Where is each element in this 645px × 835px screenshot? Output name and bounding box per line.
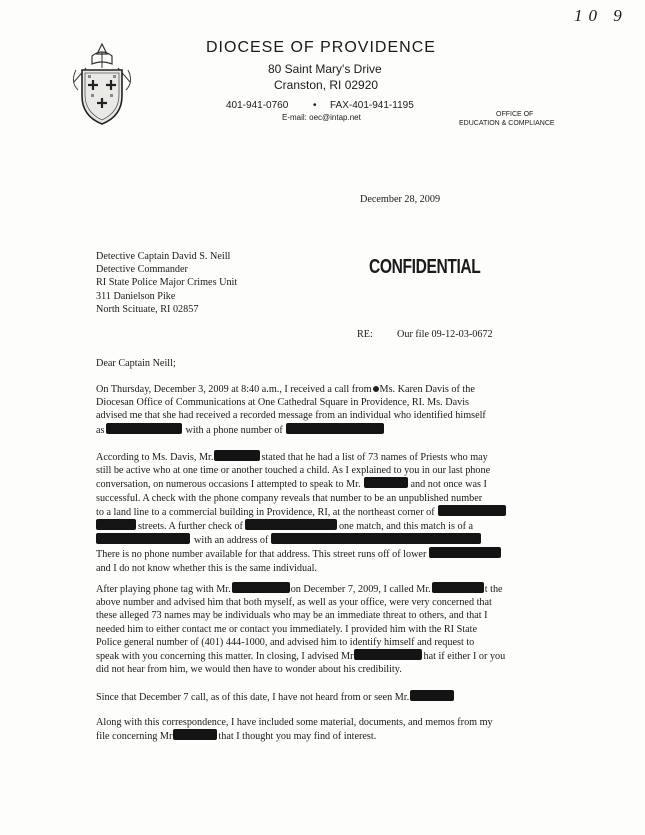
office-label-line2: EDUCATION & COMPLIANCE [459, 120, 555, 127]
text-line: According to Ms. Davis, Mr. stated that he had a list of 73 names of Priests who may [96, 452, 488, 463]
text-line: Since that December 7 call, as of this date, I have not heard from or seen Mr. [96, 690, 548, 704]
text-line: as with a phone number of [96, 423, 548, 437]
confidential-stamp: CONFIDENTIAL [369, 256, 481, 278]
paragraph-4 [96, 690, 548, 704]
redaction-block [96, 533, 190, 544]
text-line: Diocesan Office of Communications at One Cathedral Square in Providence, RI. Ms. Davis [96, 397, 469, 409]
redaction-block [106, 423, 182, 434]
letterhead-bullet: • [313, 100, 317, 111]
text-line: to a land line to a commercial building in Providence, RI, at the northeast corner of [96, 505, 548, 519]
text-line: and I do not know whether this is the same individual. [96, 562, 317, 574]
recipient-line: North Scituate, RI 02857 [96, 303, 199, 315]
ink-mark [373, 386, 379, 392]
redaction-block [271, 533, 481, 544]
text-line: with an address of [96, 533, 548, 547]
re-file-number: Our file 09-12-03-0672 [397, 329, 493, 340]
paragraph-1 [96, 383, 548, 437]
redaction-block [432, 582, 484, 593]
salutation: Dear Captain Neill; [96, 358, 176, 369]
re-label: RE: [357, 329, 373, 340]
letterhead-address-line1: 80 Saint Mary's Drive [268, 62, 382, 76]
letterhead-org-name: DIOCESE OF PROVIDENCE [206, 39, 436, 56]
handwritten-page-number: 10 9 [574, 6, 628, 25]
redaction-block [245, 519, 337, 530]
text-line: still be active who at one time or another touched a child. As I explained to you in our last phone [96, 465, 491, 477]
text-line: did not hear from him, we would then have to wonder about his credibility. [96, 664, 402, 676]
redaction-block [438, 505, 506, 516]
text-line: needed him to either contact me or contact you immediately. I provided him with the RI State [96, 623, 477, 635]
text-line: successful. A check with the phone company reveals that number to be an unpublished number [96, 492, 483, 504]
office-label-line1: OFFICE OF [496, 111, 534, 118]
diocese-coat-of-arms-logo [66, 42, 138, 128]
paragraph-2 [96, 450, 548, 575]
letter-date: December 28, 2009 [360, 194, 441, 205]
letterhead-fax: FAX-401-941-1195 [330, 100, 414, 111]
text-line: file concerning Mr that I thought you may find of interest. [96, 731, 377, 743]
text-line: speak with you concerning this matter. In closing, I advised Mr hat if either I or you [96, 651, 506, 663]
text-line: streets. A further check of one match, and this match is of a [96, 519, 548, 533]
redaction-block [96, 519, 136, 530]
letterhead-phone: 401-941-0760 [226, 100, 289, 111]
text-line: On Thursday, December 3, 2009 at 8:40 a.m., I received a call from Ms. Karen Davis of the [96, 384, 475, 395]
text-line: Police general number of (401) 444-1000, and advised him to identify himself and request to [96, 636, 475, 648]
paragraph-5 [96, 716, 548, 743]
text-line: these alleged 73 names may be individuals who may be an immediate threat to others, and that I [96, 610, 488, 622]
recipient-line: Detective Commander [96, 264, 188, 276]
redaction-block [214, 450, 260, 461]
redaction-block [364, 477, 408, 488]
recipient-line: 311 Danielson Pike [96, 290, 176, 302]
redaction-block [410, 690, 454, 701]
letterhead-address-line2: Cranston, RI 02920 [274, 78, 379, 92]
text-line: Along with this correspondence, I have included some material, documents, and memos from my [96, 717, 493, 728]
redaction-block [429, 547, 501, 558]
text-line: above number and advised him that both myself, as well as your office, were very concerned that [96, 597, 492, 609]
paragraph-3 [96, 582, 548, 676]
text-line: There is no phone number available for that address. This street runs off of lower [96, 547, 548, 561]
recipient-line: Detective Captain David S. Neill [96, 251, 231, 262]
recipient-line: RI State Police Major Crimes Unit [96, 277, 238, 289]
text-line: advised me that she had received a recorded message from an individual who identified himself [96, 410, 486, 422]
redaction-block [173, 729, 217, 740]
text-line: conversation, on numerous occasions I attempted to speak to Mr. and not once was I [96, 479, 487, 491]
letterhead-email: E-mail: oec@intap.net [282, 113, 361, 122]
redaction-block [232, 582, 290, 593]
text-line: After playing phone tag with Mr. on December 7, 2009, I called Mr. t the [96, 584, 503, 595]
redaction-block [354, 649, 422, 660]
redaction-block [286, 423, 384, 434]
recipient-address [96, 250, 237, 316]
